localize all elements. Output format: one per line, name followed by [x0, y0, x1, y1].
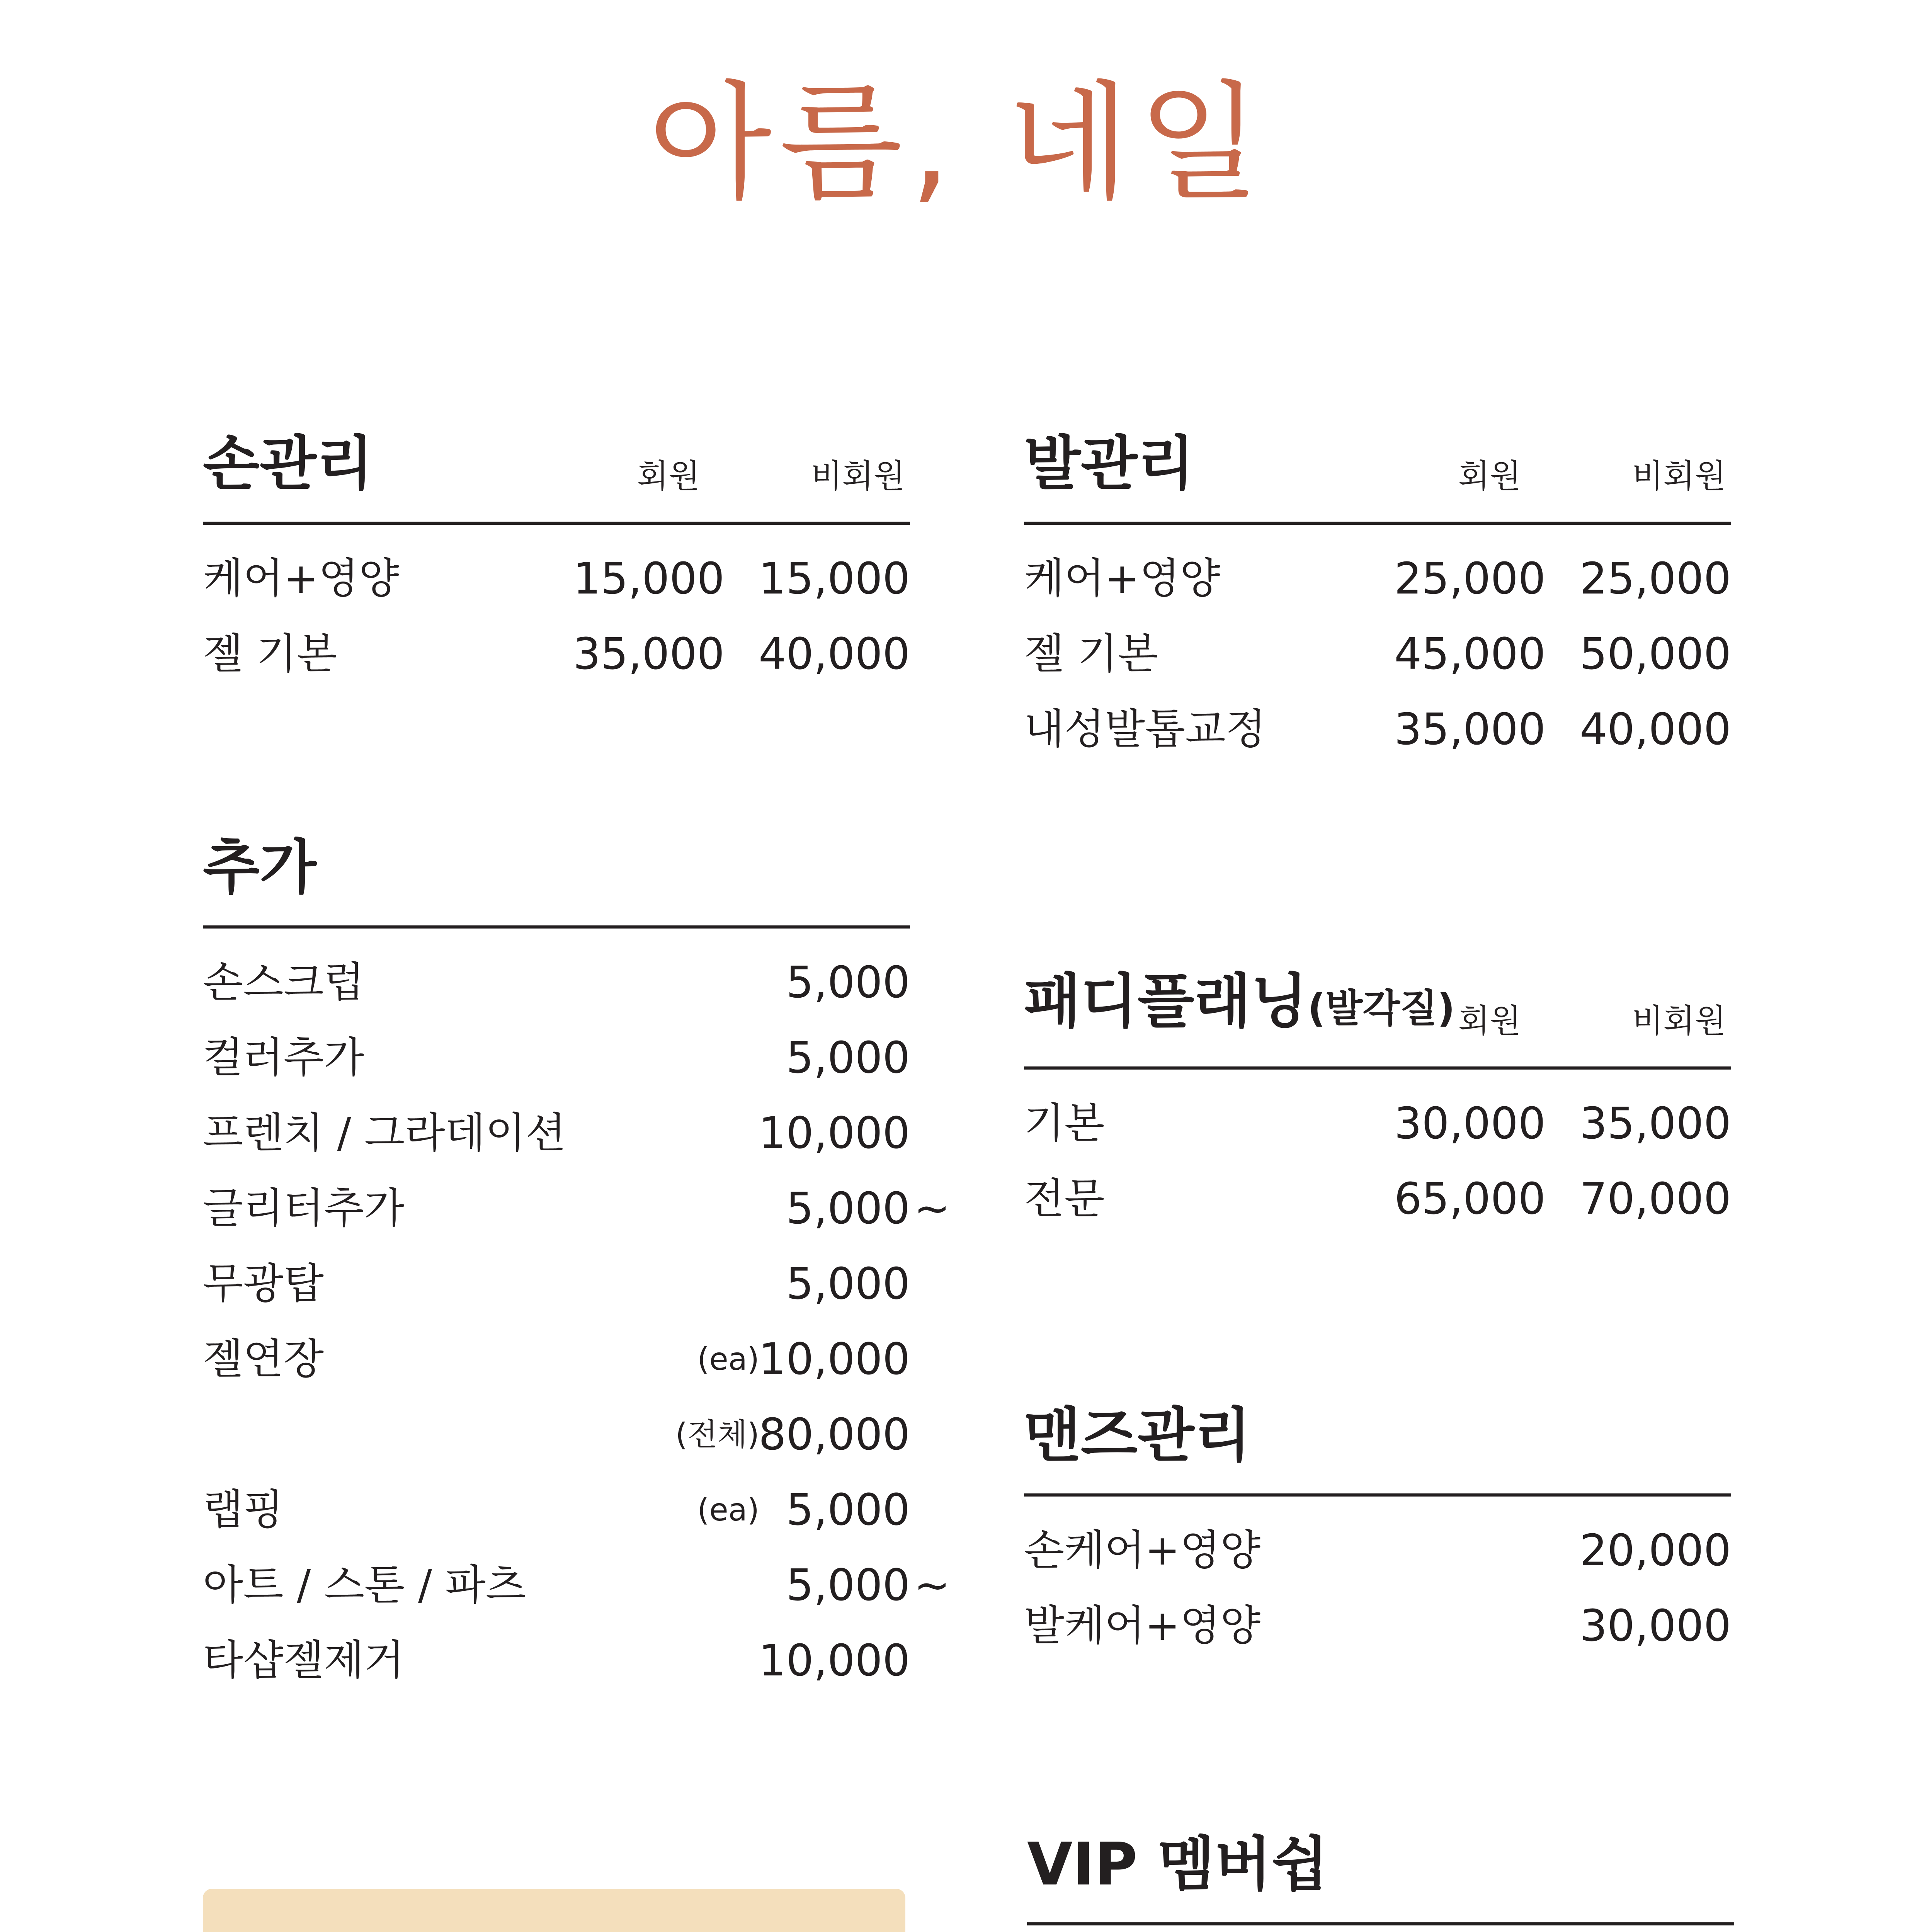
section-title: 맨즈관리	[1024, 1401, 1251, 1469]
price: 30,000	[1580, 1601, 1731, 1651]
member-price: 35,000	[1394, 704, 1546, 755]
section-header	[203, 829, 910, 929]
section-title: 손관리	[203, 429, 373, 498]
section-header	[1024, 967, 1731, 1070]
price-row	[1024, 617, 1731, 693]
price-row	[1024, 1162, 1731, 1238]
hand-care-section	[203, 425, 910, 693]
member-price: 25,000	[1394, 554, 1546, 604]
price-row	[203, 1247, 910, 1323]
price: 80,000	[759, 1410, 910, 1460]
nonmember-column-header: 비회원	[1632, 1002, 1726, 1040]
price-row	[203, 1624, 910, 1699]
member-column-header: 회원	[637, 457, 700, 495]
price-row	[1024, 1087, 1731, 1162]
service-name: 발케어+영양	[1024, 1602, 1261, 1650]
service-name: 글리터추가	[203, 1184, 405, 1233]
member-column-header: 회원	[1458, 457, 1521, 495]
price-list	[1024, 542, 1731, 768]
nonmember-price: 40,000	[759, 629, 910, 679]
section-title-main: 패디플래닝	[1024, 967, 1308, 1036]
price: 5,000	[786, 1560, 910, 1611]
member-price: 65,000	[1394, 1174, 1546, 1224]
service-name: 아트 / 스톤 / 파츠	[203, 1561, 526, 1609]
price-row	[203, 1549, 950, 1624]
price: 5,000	[786, 1485, 910, 1535]
section-header	[1024, 1397, 1731, 1497]
service-name: 컬러추가	[203, 1034, 364, 1082]
price-row	[203, 617, 910, 693]
nonmember-price: 15,000	[759, 554, 910, 604]
section-header	[1027, 1826, 1734, 1925]
price-row	[1024, 1514, 1731, 1589]
unit-label: (ea)	[697, 1341, 759, 1377]
nonmember-price: 40,000	[1580, 704, 1731, 755]
section-title-note: (발각질)	[1308, 986, 1455, 1031]
service-name: 랩핑	[203, 1486, 284, 1534]
unit-label: (전체)	[675, 1417, 759, 1452]
nonmember-price: 35,000	[1580, 1099, 1731, 1149]
price: 5,000	[786, 957, 910, 1008]
price: 5,000	[786, 1259, 910, 1309]
section-header	[203, 425, 910, 525]
service-name: 케어+영양	[1024, 554, 1220, 603]
member-price: 30,000	[1394, 1099, 1546, 1149]
service-name: 젤 기본	[1024, 630, 1158, 678]
service-name: 전문	[1024, 1175, 1105, 1223]
pedi-planing-section	[1024, 967, 1731, 1238]
price-list	[1024, 1514, 1731, 1665]
service-name: 무광탑	[203, 1260, 324, 1308]
price-row	[1024, 1589, 1731, 1665]
service-name: 젤 기본	[203, 630, 337, 678]
unit-label: (ea)	[697, 1492, 759, 1528]
service-name: 손스크럽	[203, 958, 364, 1007]
member-price: 35,000	[573, 629, 725, 679]
price-row	[203, 542, 910, 617]
price: 5,000	[786, 1184, 910, 1234]
foot-care-section	[1024, 425, 1731, 768]
price-list	[203, 542, 910, 693]
price-row	[203, 1172, 950, 1247]
price-row	[203, 1473, 910, 1549]
section-title: 추가	[203, 833, 316, 901]
member-price: 45,000	[1394, 629, 1546, 679]
price: 10,000	[759, 1636, 910, 1686]
notice-box	[203, 1889, 905, 1932]
nonmember-column-header: 비회원	[1632, 457, 1726, 495]
member-price: 15,000	[573, 554, 725, 604]
service-name: 손케어+영양	[1024, 1526, 1261, 1575]
price-suffix: ~	[914, 1560, 950, 1611]
extra-section	[203, 829, 950, 1699]
section-header	[1024, 425, 1731, 525]
service-name: 젤연장	[203, 1335, 324, 1383]
nonmember-column-header: 비회원	[811, 457, 905, 495]
price-row	[1024, 542, 1731, 617]
service-name: 케어+영양	[203, 554, 399, 603]
price: 10,000	[759, 1108, 910, 1158]
price-list	[1024, 1087, 1731, 1238]
price: 10,000	[759, 1334, 910, 1384]
nonmember-price: 25,000	[1580, 554, 1731, 604]
price-suffix: ~	[914, 1184, 950, 1234]
price-list	[203, 946, 950, 1699]
price-row	[203, 1097, 910, 1172]
price: 20,000	[1580, 1526, 1731, 1576]
section-title	[1024, 967, 1455, 1043]
mens-care-section	[1024, 1397, 1731, 1665]
price: 5,000	[786, 1033, 910, 1083]
nonmember-price: 70,000	[1580, 1174, 1731, 1224]
section-title: 발관리	[1024, 429, 1194, 498]
vip-membership-section	[1027, 1826, 1734, 1932]
member-column-header: 회원	[1458, 1002, 1521, 1040]
price-row	[203, 1323, 910, 1398]
price-row	[203, 946, 910, 1021]
price-row	[203, 1398, 910, 1473]
nonmember-price: 50,000	[1580, 629, 1731, 679]
price-row	[203, 1021, 910, 1097]
section-title: VIP 멤버쉽	[1027, 1830, 1328, 1898]
service-name: 기본	[1024, 1099, 1105, 1148]
page-title: 아름, 네일	[648, 69, 1269, 217]
service-name: 타샵젤제거	[203, 1636, 405, 1685]
price-row	[1024, 693, 1731, 768]
service-name: 프렌치 / 그라데이션	[203, 1109, 566, 1157]
service-name: 내성발톱교정	[1024, 705, 1266, 753]
